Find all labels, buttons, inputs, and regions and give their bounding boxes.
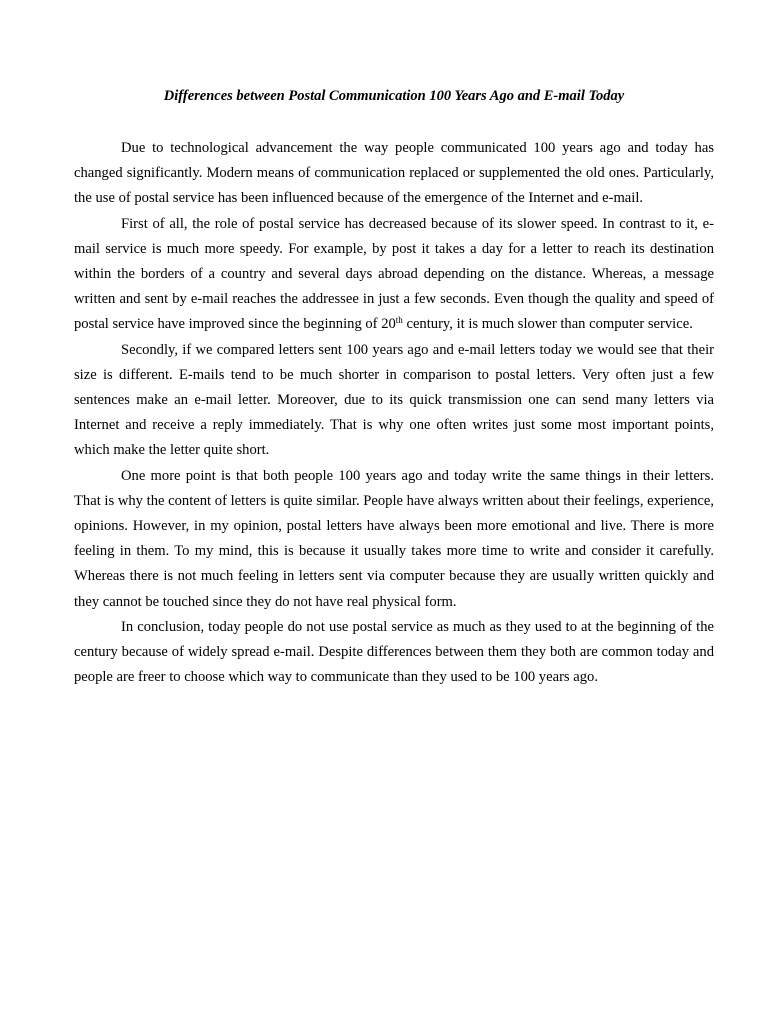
paragraph-speed xyxy=(74,212,714,338)
paragraph-introduction: Due to technological advancement the way people communicated 100 years ago and today has changed significantly. Modern means of communication replaced or supplemented the old ones. Particularly, the use of postal service has been influenced because of the emergence of the Internet and e-mail. xyxy=(74,140,714,207)
document-title: Differences between Postal Communication 100 Years Ago and E-mail Today xyxy=(163,88,625,104)
paragraph-size: Secondly, if we compared letters sent 100 years ago and e-mail letters today we would see that their size is different. E-mails tend to be much shorter in comparison to postal letters. Very often just a few sentences make an e-mail letter. Moreover, due to its quick transmission one can send many letters via Internet and receive a reply immediately. That is why one often writes just some most important points, which make the letter quite short. xyxy=(74,341,714,459)
paragraph-speed-tail: century, it is much slower than computer service. xyxy=(402,316,693,333)
ordinal-superscript: th xyxy=(395,315,403,326)
paragraph-content: One more point is that both people 100 years ago and today write the same things in their letters. That is why the content of letters is quite similar. People have always written about their feelings, experience, opinions. However, in my opinion, postal letters have always been more emotional and live. There is more feeling in them. To my mind, this is because it usually takes more time to write and consider it carefully. Whereas there is not much feeling in letters sent via computer because they are usually written quickly and they cannot be touched since they do not have real physical form. xyxy=(74,467,714,610)
paragraph-conclusion: In conclusion, today people do not use postal service as much as they used to at the beginning of the century because of widely spread e-mail. Despite differences between them they both are common today and people are freer to choose which way to communicate than they used to be 100 years ago. xyxy=(74,618,714,686)
document-page xyxy=(74,84,714,690)
paragraph-speed-text: First of all, the role of postal service has decreased because of its slower speed. In contrast to it, e-mail service is much more speedy. For example, by post it takes a day for a letter to reach its destination within the borders of a country and several days abroad depending on the distance. Whereas, a message written and sent by e-mail reaches the addressee in just a few seconds. Even though the quality and speed of postal service have improved since the beginning of 20 xyxy=(74,215,714,333)
